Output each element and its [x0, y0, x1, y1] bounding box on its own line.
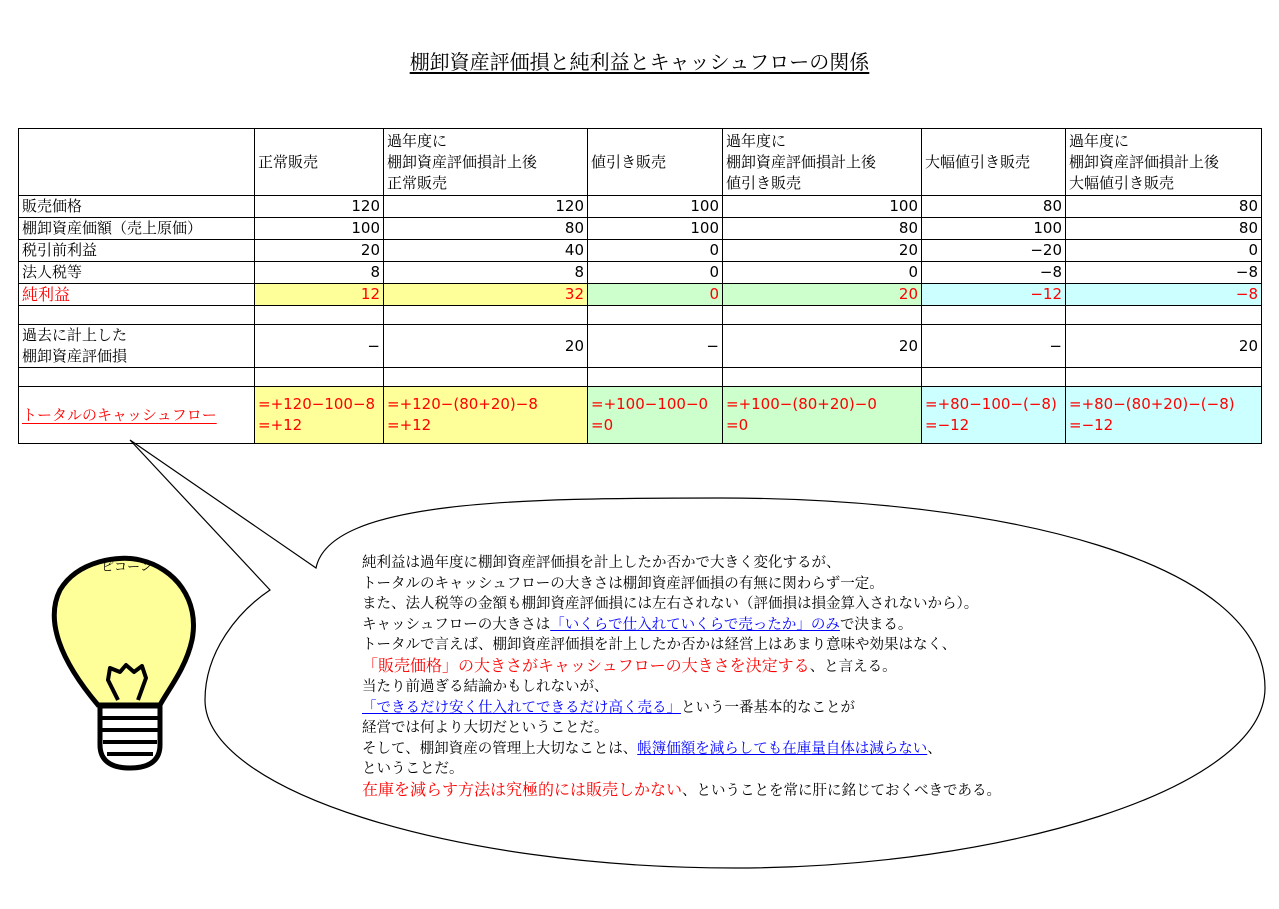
header-cell: 正常販売	[255, 129, 384, 196]
emphasis-blue: 「できるだけ安く仕入れてできるだけ高く売る」	[362, 699, 681, 716]
cell-value: 100	[588, 196, 723, 218]
cell-value: 0	[588, 284, 723, 306]
emphasis-red: 在庫を減らす方法は究極的には販売しかない	[362, 779, 683, 799]
bulb-label: ピコーン	[101, 560, 153, 575]
row-label: 棚卸資産価額（売上原価）	[19, 218, 255, 240]
row-label: 販売価格	[19, 196, 255, 218]
cell-value: 100	[588, 218, 723, 240]
cell-value: −	[922, 325, 1066, 368]
cell-value: 80	[922, 196, 1066, 218]
row-label: 法人税等	[19, 262, 255, 284]
cell-value: 20	[255, 240, 384, 262]
cell-value: −	[255, 325, 384, 368]
bubble-line: 経営では何より大切だということだ。	[362, 720, 609, 736]
cell-value: −12	[922, 284, 1066, 306]
bubble-line: また、法人税等の金額も棚卸資産評価損には左右されない（評価損は損金算入されないから）。	[362, 596, 979, 612]
header-cell: 過年度に 棚卸資産評価損計上後 値引き販売	[723, 129, 922, 196]
cell-value: −20	[922, 240, 1066, 262]
cell-value: 100	[723, 196, 922, 218]
cell-value: 0	[723, 262, 922, 284]
cell-value: 20	[723, 284, 922, 306]
cell-formula: =+120−100−8 =+12	[255, 387, 384, 444]
cell-value: 80	[384, 218, 588, 240]
cash-flow-label: トータルのキャッシュフロー	[22, 405, 217, 424]
bubble-line: トータルのキャッシュフローの大きさは棚卸資産評価損の有無に関わらず一定。	[362, 575, 884, 592]
header-cell: 過年度に 棚卸資産評価損計上後 大幅値引き販売	[1066, 129, 1262, 196]
bubble-line: 当たり前過ぎる結論かもしれないが、	[362, 679, 609, 695]
header-cell: 値引き販売	[588, 129, 723, 196]
cell-value: 20	[723, 240, 922, 262]
cell-value: −8	[1066, 284, 1262, 306]
header-cell: 過年度に 棚卸資産評価損計上後 正常販売	[384, 129, 588, 196]
row-label-net-income: 純利益	[19, 284, 255, 306]
cell-formula: =+100−100−0 =0	[588, 387, 723, 444]
cell-value: 80	[1066, 196, 1262, 218]
cell-formula: =+100−(80+20)−0 =0	[723, 387, 922, 444]
cell-value: 12	[255, 284, 384, 306]
bubble-line: 「販売価格」の大きさがキャッシュフローの大きさを決定する、と言える。	[362, 655, 897, 675]
cell-value: 40	[384, 240, 588, 262]
bubble-line: キャッシュフローの大きさは「いくらで仕入れていくらで売ったか」のみで決まる。	[362, 616, 913, 633]
bubble-line: ということだ。	[362, 761, 464, 777]
emphasis-red: 「販売価格」の大きさがキャッシュフローの大きさを決定する	[362, 655, 810, 675]
cell-value: 8	[255, 262, 384, 284]
cell-value: 120	[255, 196, 384, 218]
row-label-past-loss: 過去に計上した 棚卸資産評価損	[19, 325, 255, 368]
cell-value: 32	[384, 284, 588, 306]
cell-value: 20	[384, 325, 588, 368]
cell-value: −	[588, 325, 723, 368]
row-label: 税引前利益	[19, 240, 255, 262]
cell-value: 0	[588, 240, 723, 262]
cell-formula: =+80−(80+20)−(−8) =−12	[1066, 387, 1262, 444]
bubble-line: 「できるだけ安く仕入れてできるだけ高く売る」という一番基本的なことが	[362, 699, 855, 716]
bubble-line: そして、棚卸資産の管理上大切なことは、帳簿価額を減らしても在庫量自体は減らない、	[362, 740, 942, 757]
bubble-line: 在庫を減らす方法は究極的には販売しかない、ということを常に肝に銘じておくべきである。	[362, 779, 1002, 799]
cell-value: 0	[1066, 240, 1262, 262]
cell-value: 20	[723, 325, 922, 368]
bubble-line: トータルで言えば、棚卸資産評価損を計上したか否かは経営上はあまり意味や効果はなく、	[362, 637, 957, 653]
page-title: 棚卸資産評価損と純利益とキャッシュフローの関係	[409, 50, 870, 74]
cell-value: 100	[255, 218, 384, 240]
cell-value: 20	[1066, 325, 1262, 368]
cell-value: 80	[1066, 218, 1262, 240]
cell-value: 8	[384, 262, 588, 284]
emphasis-blue: 帳簿価額を減らしても在庫量自体は減らない	[637, 740, 928, 757]
cell-value: −8	[922, 262, 1066, 284]
cell-value: 0	[588, 262, 723, 284]
light-bulb-icon	[54, 558, 193, 768]
cell-value: 80	[723, 218, 922, 240]
bubble-line: 純利益は過年度に棚卸資産評価損を計上したか否かで大きく変化するが、	[362, 555, 841, 571]
cell-value: 120	[384, 196, 588, 218]
cell-formula: =+80−100−(−8) =−12	[922, 387, 1066, 444]
bubble-text	[362, 553, 1162, 801]
cell-value: 100	[922, 218, 1066, 240]
cell-formula: =+120−(80+20)−8 =+12	[384, 387, 588, 444]
emphasis-blue: 「いくらで仕入れていくらで売ったか」のみ	[550, 616, 840, 633]
cell-value: −8	[1066, 262, 1262, 284]
header-cell: 大幅値引き販売	[922, 129, 1066, 196]
